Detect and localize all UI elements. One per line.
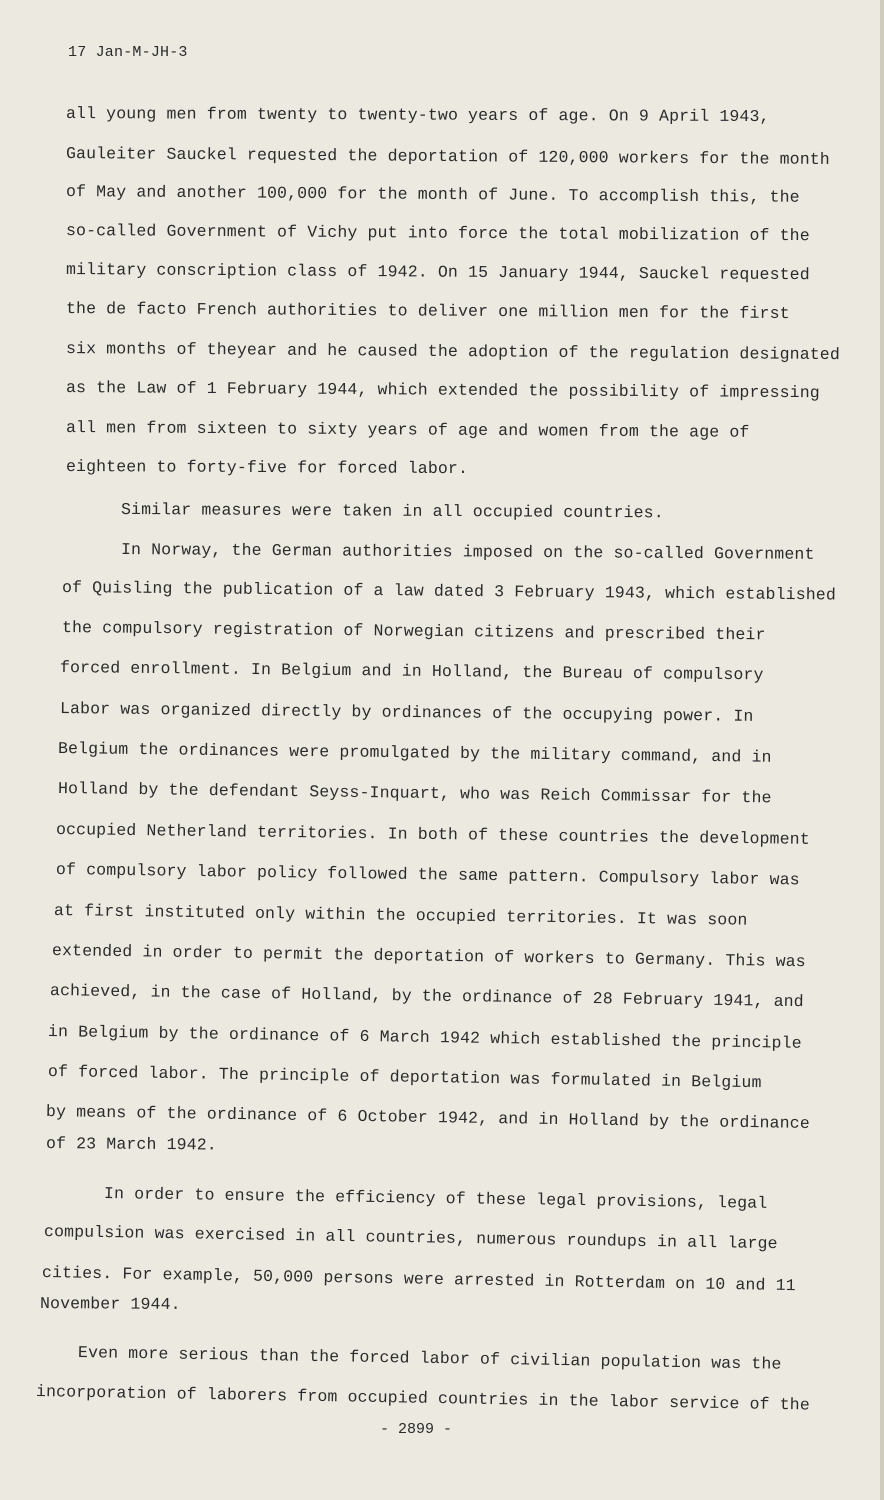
text-line: cities. For example, 50,000 persons were arrested in Rotterdam on 10 and 11: [41, 1263, 796, 1296]
text-line: of Quisling the publication of a law dated 3 February 1943, which established: [61, 578, 837, 605]
text-line: Similar measures were taken in all occupied countries.: [120, 500, 664, 523]
text-line: military conscription class of 1942. On 15 January 1944, Sauckel requested: [65, 260, 810, 285]
text-line: extended in order to permit the deportation of workers to Germany. This was: [51, 941, 806, 972]
text-line: of 23 March 1942.: [45, 1134, 217, 1155]
text-line: compulsion was exercised in all countries, numerous roundups in all large: [43, 1222, 778, 1254]
text-line: In order to ensure the efficiency of these legal provisions, legal: [103, 1184, 768, 1213]
text-line: of forced labor. The principle of deportation was formulated in Belgium: [47, 1062, 762, 1093]
text-line: forced enrollment. In Belgium and in Holland, the Bureau of compulsory: [59, 658, 764, 685]
text-line: the compulsory registration of Norwegian citizens and prescribed their: [61, 618, 766, 645]
text-line: by means of the ordinance of 6 October 1942, and in Holland by the ordinance: [45, 1102, 810, 1133]
page-edge: [880, 0, 884, 1500]
text-line: in Belgium by the ordinance of 6 March 1942 which established the principle: [47, 1022, 802, 1053]
text-line: In Norway, the German authorities imposed on the so-called Government: [120, 540, 815, 564]
document-header: 17 Jan-M-JH-3: [68, 44, 188, 61]
text-line: Belgium the ordinances were promulgated by the military command, and in: [57, 739, 772, 767]
text-line: so-called Government of Vichy put into force the total mobilization of the: [65, 221, 810, 246]
text-line: eighteen to forty-five for forced labor.: [65, 457, 469, 479]
text-line: all men from sixteen to sixty years of age and women from the age of: [65, 418, 750, 442]
text-line: all young men from twenty to twenty-two years of age. On 9 April 1943,: [65, 104, 770, 127]
text-line: Gauleiter Sauckel requested the deportation of 120,000 workers for the month: [65, 144, 830, 169]
text-line: incorporation of laborers from occupied countries in the labor service of the: [35, 1382, 811, 1415]
text-line: of May and another 100,000 for the month of June. To accomplish this, the: [65, 182, 800, 207]
text-line: of compulsory labor policy followed the same pattern. Compulsory labor was: [55, 860, 800, 890]
text-line: as the Law of 1 February 1944, which extended the possibility of impressing: [65, 378, 820, 403]
text-line: occupied Netherland territories. In both of these countries the development: [55, 820, 810, 849]
text-line: at first instituted only within the occupied territories. It was soon: [53, 901, 748, 930]
text-line: November 1944.: [39, 1294, 181, 1314]
text-line: the de facto French authorities to deliver one million men for the first: [65, 299, 790, 324]
text-line: achieved, in the case of Holland, by the ordinance of 28 February 1941, and: [49, 981, 804, 1012]
text-line: Holland by the defendant Seyss-Inquart, who was Reich Commissar for the: [57, 779, 772, 808]
text-line: Even more serious than the forced labor of civilian population was the: [77, 1343, 782, 1374]
text-line: six months of theyear and he caused the adoption of the regulation designated: [65, 339, 841, 365]
page-number: - 2899 -: [380, 1421, 453, 1438]
text-line: Labor was organized directly by ordinances of the occupying power. In: [59, 699, 754, 726]
